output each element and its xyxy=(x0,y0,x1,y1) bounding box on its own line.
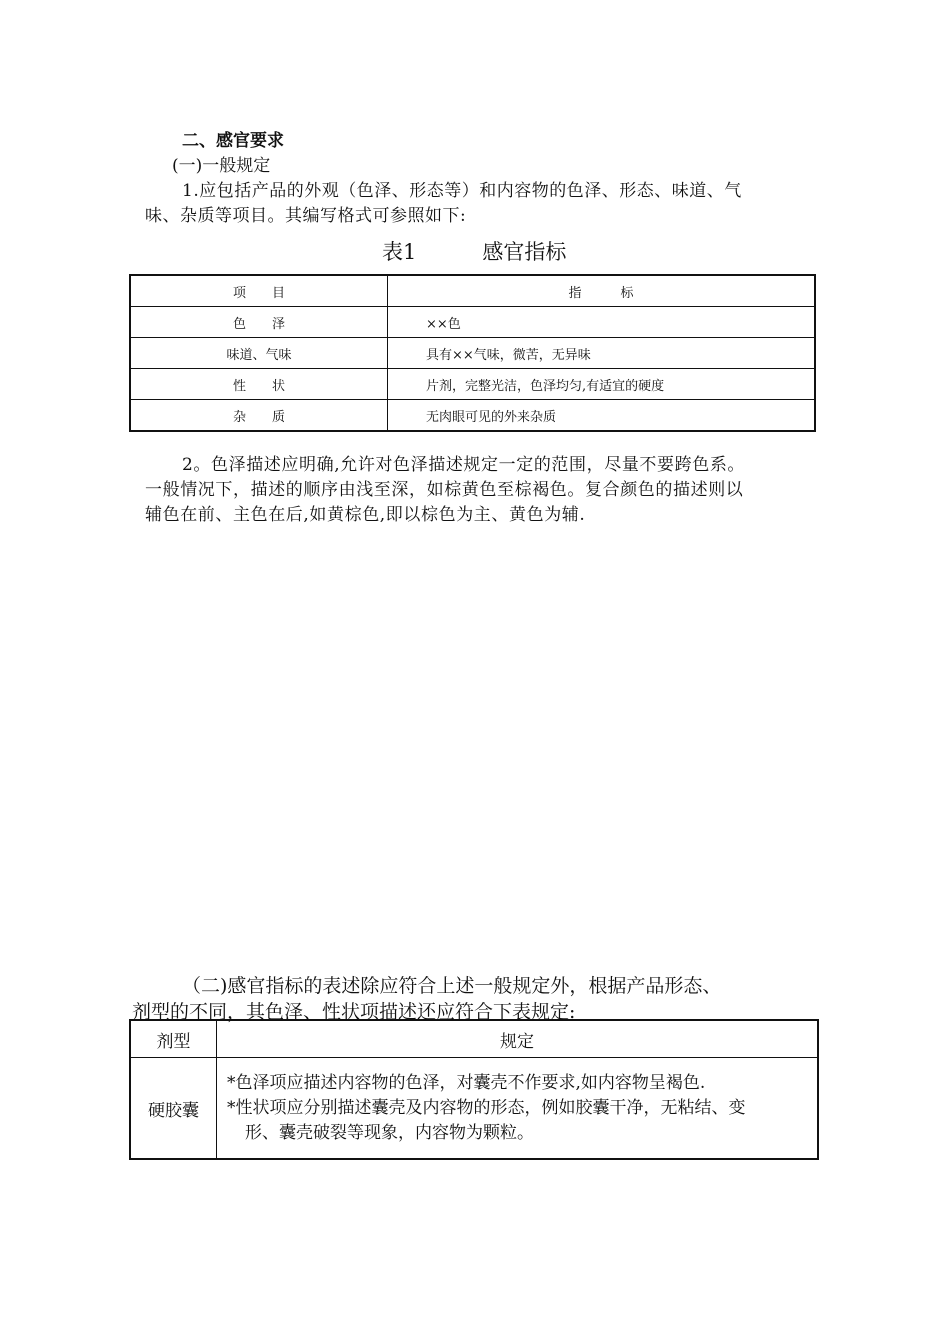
table-1-caption xyxy=(382,236,566,266)
row-rules xyxy=(217,1058,819,1160)
paragraph-3-line-1: （二)感官指标的表述除应符合上述一般规定外，根据产品形态、 xyxy=(182,975,722,997)
table-row xyxy=(130,1058,818,1160)
row-value: 无肉眼可见的外来杂质 xyxy=(388,400,816,432)
row-label: 性 状 xyxy=(130,369,388,400)
table-1-title: 感官指标 xyxy=(482,240,567,264)
row-label: 色 泽 xyxy=(130,307,388,338)
paragraph-2-line-2: 一般情况下，描述的顺序由浅至深，如棕黄色至棕褐色。复合颜色的描述则以 xyxy=(145,480,744,500)
table-row xyxy=(130,338,815,369)
sub-heading-general: (一)一般规定 xyxy=(172,156,271,176)
paragraph-1-line-1: 1.应包括产品的外观（色泽、形态等）和内容物的色泽、形态、味道、气 xyxy=(182,181,742,201)
row-label: 硬胶囊 xyxy=(130,1058,217,1160)
row-label: 杂 质 xyxy=(130,400,388,432)
paragraph-2-line-3: 辅色在前、主色在后,如黄棕色,即以棕色为主、黄色为辅. xyxy=(145,505,586,525)
rule-line: *性状项应分别描述囊壳及内容物的形态，例如胶囊干净，无粘结、变 xyxy=(227,1097,746,1118)
table-row xyxy=(130,307,815,338)
header-rule: 规定 xyxy=(217,1020,819,1058)
dosage-form-table xyxy=(129,1019,819,1160)
paragraph-3-line-2: 剂型的不同，其色泽、性状项描述还应符合下表规定: xyxy=(132,1001,576,1023)
paragraph-1-line-2: 味、杂质等项目。其编写格式可参照如下: xyxy=(145,206,467,226)
row-value: 片剂，完整光洁，色泽均匀,有适宜的硬度 xyxy=(388,369,816,400)
table-1-number: 表1 xyxy=(382,240,417,264)
paragraph-2-line-1: 2。色泽描述应明确,允许对色泽描述规定一定的范围，尽量不要跨色系。 xyxy=(182,455,746,475)
table-row xyxy=(130,400,815,432)
header-dosage-form: 剂型 xyxy=(130,1020,217,1058)
header-item: 项 目 xyxy=(130,275,388,307)
row-label: 味道、气味 xyxy=(130,338,388,369)
table-header-row xyxy=(130,1020,818,1058)
header-index: 指 标 xyxy=(388,275,816,307)
section-heading: 二、感官要求 xyxy=(182,131,284,151)
rule-line: *色泽项应描述内容物的色泽，对囊壳不作要求,如内容物呈褐色. xyxy=(227,1072,706,1093)
row-value: 具有××气味，微苦，无异味 xyxy=(388,338,816,369)
table-header-row xyxy=(130,275,815,307)
sensory-index-table xyxy=(129,274,816,432)
row-value: ××色 xyxy=(388,307,816,338)
table-row xyxy=(130,369,815,400)
rule-line: 形、囊壳破裂等现象，内容物为颗粒。 xyxy=(245,1122,534,1143)
